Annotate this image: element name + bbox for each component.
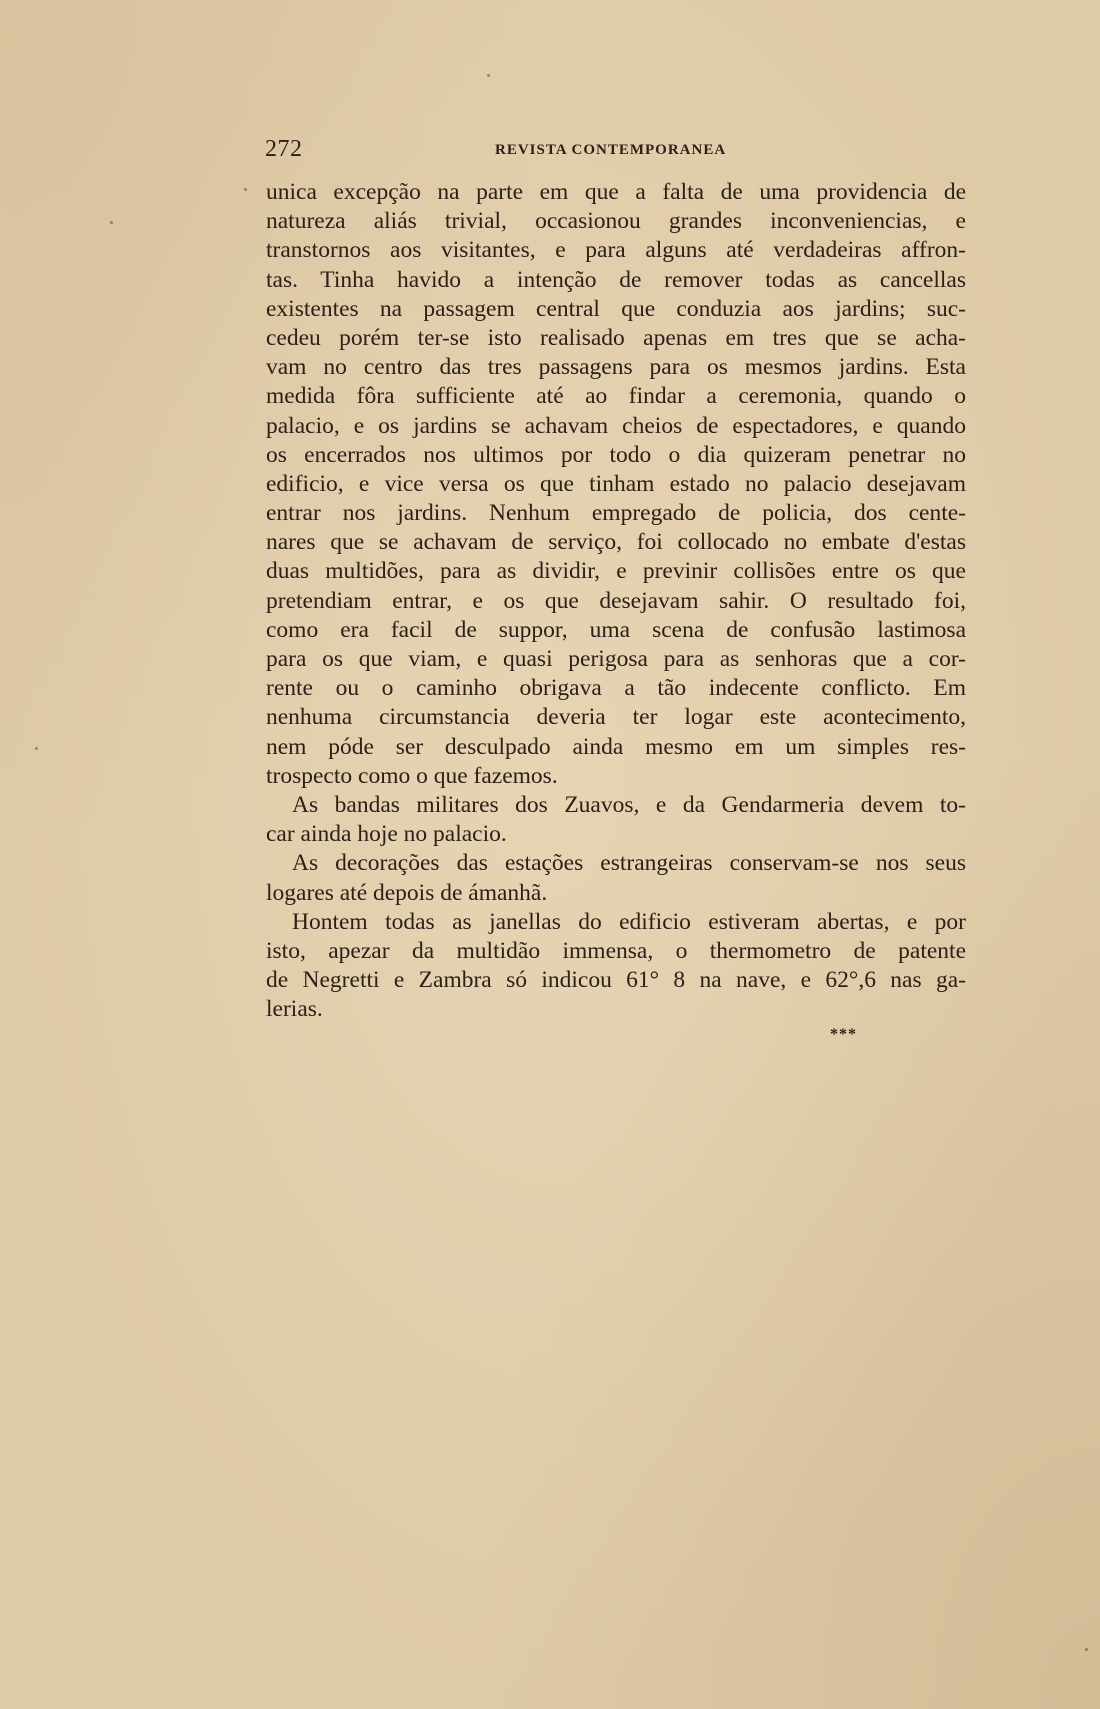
text-line: As decorações das estações estrangeiras conservam-se nos seus	[292, 850, 966, 877]
text-line: vam no centro das tres passagens para os mesmos jardins. Esta	[266, 354, 966, 381]
paper-speck	[244, 188, 247, 191]
text-line: logares até depois de ámanhã.	[266, 879, 548, 906]
text-line: transtornos aos visitantes, e para alguns até verdadeiras affron-	[266, 237, 966, 264]
text-line: lerias.	[266, 996, 323, 1023]
text-line: natureza aliás trivial, occasionou grandes inconveniencias, e	[266, 208, 966, 235]
paper-speck	[1085, 1648, 1088, 1651]
text-line: nares que se achavam de serviço, foi collocado no embate d'estas	[266, 529, 966, 556]
running-title: REVISTA CONTEMPORANEA	[495, 142, 727, 158]
text-line: cedeu porém ter-se isto realisado apenas em tres que se acha-	[266, 324, 966, 351]
text-line: entrar nos jardins. Nenhum empregado de policia, dos cente-	[266, 500, 966, 527]
text-line: palacio, e os jardins se achavam cheios de espectadores, e quando	[266, 412, 966, 439]
text-line: pretendiam entrar, e os que desejavam sahir. O resultado foi,	[266, 587, 966, 614]
page-number: 272	[265, 136, 303, 162]
text-line: existentes na passagem central que conduzia aos jardins; suc-	[266, 295, 966, 322]
text-line: duas multidões, para as dividir, e previnir collisões entre os que	[266, 558, 966, 585]
paper-speck	[110, 221, 113, 224]
text-line: os encerrados nos ultimos por todo o dia quizeram penetrar no	[266, 441, 966, 468]
section-separator: ***	[830, 1026, 857, 1043]
text-line: como era facil de suppor, uma scena de confusão lastimosa	[266, 616, 966, 643]
page-header	[265, 136, 965, 166]
text-line: de Negretti e Zambra só indicou 61° 8 na nave, e 62°,6 nas ga-	[266, 967, 966, 994]
paper-speck	[487, 74, 490, 77]
body-text	[266, 178, 966, 1024]
text-line: para os que viam, e quasi perigosa para as senhoras que a cor-	[266, 646, 966, 672]
text-line: nem póde ser desculpado ainda mesmo em um simples res-	[266, 733, 966, 760]
text-line: isto, apezar da multidão immensa, o thermometro de patente	[266, 937, 966, 964]
text-line: unica excepção na parte em que a falta de uma providencia de	[266, 179, 966, 205]
text-line: As bandas militares dos Zuavos, e da Gendarmeria devem to-	[292, 791, 966, 818]
text-line: edificio, e vice versa os que tinham estado no palacio desejavam	[266, 470, 966, 497]
text-line: trospecto como o que fazemos.	[266, 762, 558, 789]
text-line: nenhuma circumstancia deveria ter logar este acontecimento,	[266, 704, 966, 731]
text-line: medida fôra sufficiente até ao findar a ceremonia, quando o	[266, 383, 966, 410]
paper-speck	[35, 747, 38, 750]
text-line: Hontem todas as janellas do edificio estiveram abertas, e por	[292, 908, 966, 935]
text-line: rente ou o caminho obrigava a tão indecente conflicto. Em	[266, 675, 966, 702]
text-line: tas. Tinha havido a intenção de remover todas as cancellas	[266, 266, 966, 293]
text-line: car ainda hoje no palacio.	[266, 821, 507, 848]
